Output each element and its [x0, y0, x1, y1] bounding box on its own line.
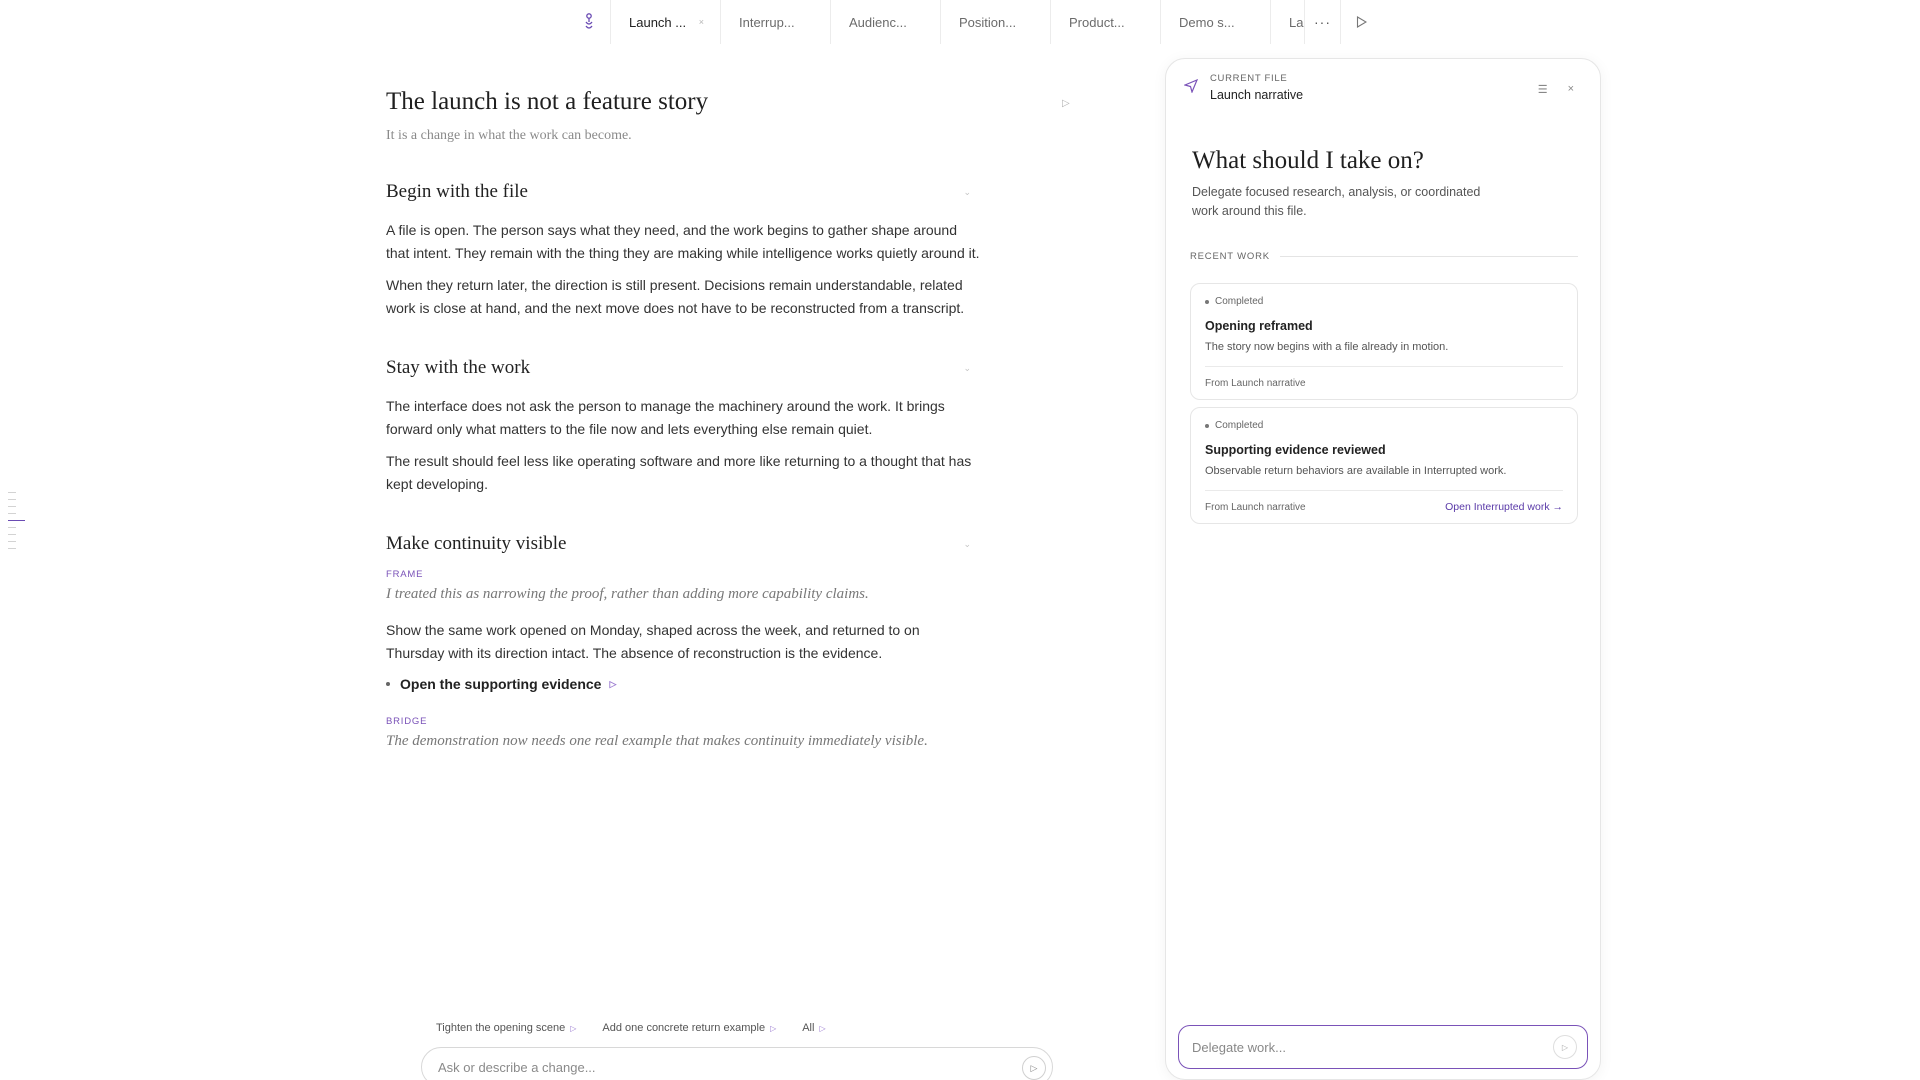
delegate-panel — [1165, 58, 1601, 1080]
suggestion-chip[interactable]: Tighten the opening scene ▷ — [436, 1022, 577, 1034]
work-card[interactable] — [1190, 407, 1578, 524]
panel-title: What should I take on? — [1192, 147, 1424, 174]
send-icon[interactable]: ▷ — [1553, 1035, 1577, 1059]
tab-label: La — [1289, 14, 1304, 30]
card-footer — [1205, 490, 1563, 523]
chevron-down-icon[interactable]: ⌄ — [963, 539, 971, 549]
status-badge: Completed — [1205, 296, 1563, 307]
delegate-input[interactable] — [1178, 1025, 1588, 1069]
card-description: The story now begins with a file already in motion. — [1205, 341, 1449, 353]
tab-interrupted[interactable] — [720, 0, 830, 44]
tab-label: Product... — [1069, 14, 1125, 30]
tab-label: Launch ... — [629, 14, 687, 30]
bridge-label: BRIDGE — [386, 716, 428, 727]
ask-placeholder: Ask or describe a change... — [438, 1059, 596, 1075]
paragraph: When they return later, the direction is still present. Decisions remain understandable, related work is close at hand, and the next move does not have to be reconstructed from a transcript. — [386, 277, 965, 316]
arrow-right-icon: ▷ — [819, 1024, 826, 1033]
doc-title: The launch is not a feature story — [386, 88, 709, 115]
close-icon[interactable]: × — [698, 17, 704, 27]
supporting-evidence-link[interactable]: Open the supporting evidence ▷ — [386, 676, 1086, 692]
card-title: Supporting evidence reviewed — [1205, 443, 1386, 457]
app-logo-icon[interactable] — [568, 0, 610, 44]
send-icon[interactable]: ▷ — [1022, 1056, 1046, 1080]
tab-label: Position... — [959, 14, 1017, 30]
recent-work-header — [1190, 251, 1578, 262]
chevron-down-icon[interactable]: ⌄ — [963, 363, 971, 373]
suggestion-chips — [436, 1022, 826, 1034]
card-description: Observable return behaviors are available in Interrupted work. — [1205, 465, 1507, 477]
arrow-right-icon: ▷ — [609, 678, 617, 689]
card-title: Opening reframed — [1205, 319, 1313, 333]
open-interrupted-work-link[interactable]: Open Interrupted work → — [1445, 501, 1563, 513]
status-badge: Completed — [1205, 420, 1563, 431]
close-icon[interactable]: × — [1567, 83, 1574, 95]
ask-input[interactable] — [421, 1047, 1053, 1080]
bridge-text: The demonstration now needs one real example that makes continuity immediately visible. — [386, 733, 928, 749]
tab-audience[interactable] — [830, 0, 940, 44]
doc-subtitle: It is a change in what the work can become. — [386, 128, 632, 143]
current-file-header — [1184, 73, 1303, 102]
frame-label: FRAME — [386, 569, 424, 580]
section-heading[interactable]: Make continuity visible ⌄ — [386, 533, 971, 554]
current-file-name: Launch narrative — [1210, 88, 1304, 102]
arrow-right-icon: ▷ — [770, 1024, 777, 1033]
section-begin — [386, 181, 1086, 319]
run-icon[interactable] — [1340, 0, 1382, 44]
send-plane-icon — [1184, 79, 1198, 102]
document-outline[interactable] — [8, 492, 25, 555]
section-heading[interactable]: Begin with the file ⌄ — [386, 181, 971, 202]
suggestion-chip-all[interactable]: All ▷ — [802, 1022, 826, 1034]
recent-work-label: RECENT WORK — [1190, 251, 1270, 262]
current-file-label: CURRENT FILE — [1210, 73, 1288, 84]
section-continuity — [386, 533, 1086, 750]
paragraph: The result should feel less like operating software and more like returning to a thought that has kept developing. — [386, 453, 972, 492]
tab-label: Audienc... — [849, 14, 907, 30]
divider — [1280, 256, 1578, 257]
work-card[interactable] — [1190, 283, 1578, 400]
panel-actions — [1538, 83, 1574, 96]
paragraph: Show the same work opened on Monday, shaped across the week, and returned to on Thursday with its direction intact. The absence of reconstruction is the evidence. — [386, 622, 920, 661]
paragraph: A file is open. The person says what they need, and the work begins to gather shape around that intent. They remain with the thing they are making while intelligence works quietly around it. — [386, 222, 980, 261]
document — [386, 88, 1086, 750]
more-tabs-icon[interactable]: ··· — [1304, 0, 1340, 44]
play-icon[interactable]: ▷ — [1062, 98, 1070, 109]
tab-product[interactable] — [1050, 0, 1160, 44]
suggestion-chip[interactable]: Add one concrete return example ▷ — [602, 1022, 777, 1034]
tab-demo[interactable] — [1160, 0, 1270, 44]
panel-description: Delegate focused research, analysis, or coordinated work around this file. — [1192, 185, 1481, 218]
tab-bar — [568, 0, 1382, 44]
tab-launch-narrative[interactable] — [610, 0, 720, 44]
tab-label: Demo s... — [1179, 14, 1235, 30]
tab-label: Interrup... — [739, 14, 795, 30]
bullet-icon — [386, 682, 390, 686]
section-stay — [386, 357, 1086, 495]
delegate-placeholder: Delegate work... — [1192, 1039, 1286, 1055]
paragraph: The interface does not ask the person to manage the machinery around the work. It brings forward only what matters to the file now and lets everything else remain quiet. — [386, 398, 945, 437]
tab-la[interactable] — [1270, 0, 1304, 44]
card-footer — [1205, 366, 1563, 399]
arrow-right-icon: ▷ — [570, 1024, 577, 1033]
frame-text: I treated this as narrowing the proof, rather than adding more capability claims. — [386, 586, 869, 602]
card-source: From Launch narrative — [1205, 377, 1306, 389]
tab-positioning[interactable] — [940, 0, 1050, 44]
card-source: From Launch narrative — [1205, 501, 1306, 513]
section-heading[interactable]: Stay with the work ⌄ — [386, 357, 971, 378]
arrow-right-icon: → — [1552, 501, 1563, 513]
list-icon[interactable]: ☰ — [1537, 84, 1548, 96]
chevron-down-icon[interactable]: ⌄ — [963, 187, 971, 197]
